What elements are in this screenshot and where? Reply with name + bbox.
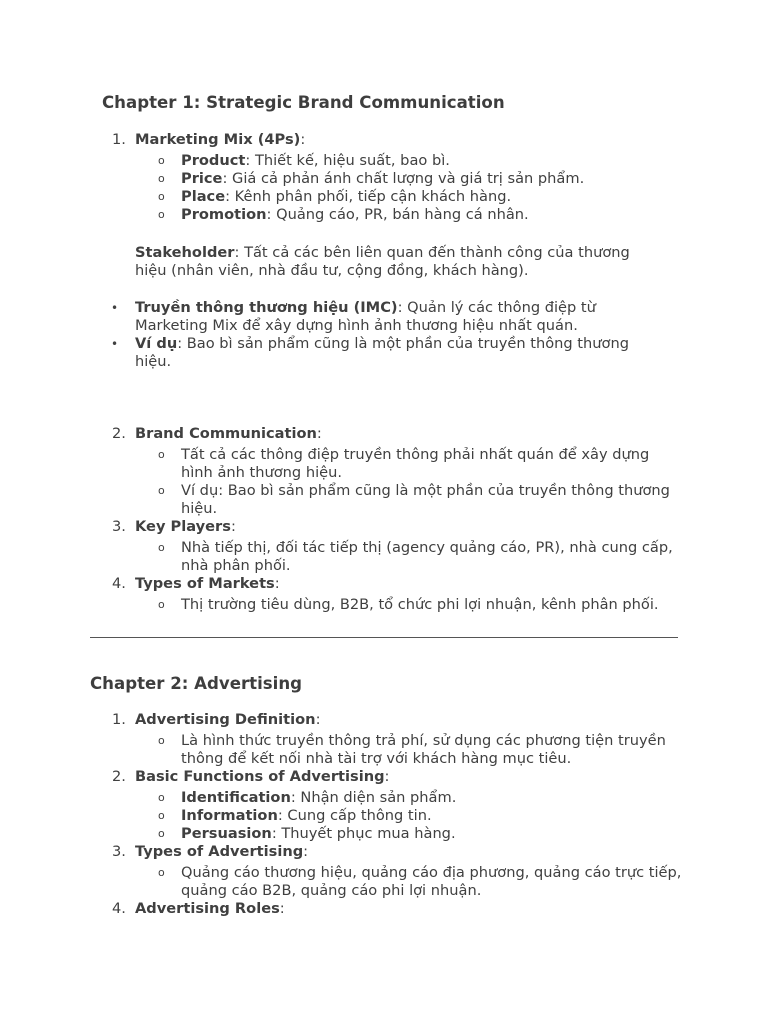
- sub-list: [135, 789, 685, 843]
- circle-bullet-icon: o: [158, 791, 165, 804]
- sub-list: [135, 864, 685, 900]
- item-heading: Basic Functions of Advertising: [135, 768, 385, 785]
- ch2-item-1: 1. Advertising Definition: o Là hình thức truyền thông trả phí, sử dụng các phương tiện truyền thông để kết nối nhà tài trợ với khách hàng mục tiêu.: [135, 711, 685, 768]
- circle-bullet-icon: o: [158, 190, 165, 203]
- circle-bullet-icon: o: [158, 208, 165, 221]
- item-heading: Types of Advertising: [135, 843, 304, 860]
- stakeholder-paragraph: Stakeholder: Tất cả các bên liên quan đến thành công của thương hiệu (nhân viên, nhà đầu tư, cộng đồng, khách hàng).: [135, 244, 630, 279]
- list-number: 1.: [112, 131, 126, 148]
- sub-list: [135, 446, 685, 518]
- list-item: o Tất cả các thông điệp truyền thông phải nhất quán để xây dựng hình ảnh thương hiệu.: [158, 446, 650, 481]
- list-item: • Truyền thông thương hiệu (IMC): Quản lý các thông điệp từ Marketing Mix để xây dựng hình ảnh thương hiệu nhất quán.: [111, 299, 596, 334]
- list-number: 3.: [112, 843, 126, 860]
- bullet-icon: •: [111, 301, 119, 315]
- bullet-icon: •: [111, 337, 119, 351]
- item-heading: Types of Markets: [135, 575, 275, 592]
- list-number: 2.: [112, 425, 126, 442]
- circle-bullet-icon: o: [158, 541, 165, 554]
- sub-list: [135, 732, 685, 768]
- list-item: o Persuasion: Thuyết phục mua hàng.: [158, 825, 456, 842]
- list-number: 4.: [112, 900, 126, 917]
- circle-bullet-icon: o: [158, 827, 165, 840]
- circle-bullet-icon: o: [158, 598, 165, 611]
- list-item: o Ví dụ: Bao bì sản phẩm cũng là một phần của truyền thông thương hiệu.: [158, 482, 670, 517]
- bullet-list: [0, 299, 768, 371]
- ch1-item-4: 4. Types of Markets: o Thị trường tiêu dùng, B2B, tổ chức phi lợi nhuận, kênh phân phối.: [135, 575, 685, 614]
- chapter-1-title: Chapter 1: Strategic Brand Communication: [102, 93, 505, 112]
- item-heading: Advertising Definition: [135, 711, 316, 728]
- item-heading: Advertising Roles: [135, 900, 280, 917]
- circle-bullet-icon: o: [158, 448, 165, 461]
- list-item: o Thị trường tiêu dùng, B2B, tổ chức phi lợi nhuận, kênh phân phối.: [158, 596, 659, 613]
- sub-list: [135, 152, 685, 224]
- list-number: 4.: [112, 575, 126, 592]
- list-item: o Price: Giá cả phản ánh chất lượng và giá trị sản phẩm.: [158, 170, 585, 187]
- list-item: o Product: Thiết kế, hiệu suất, bao bì.: [158, 152, 450, 169]
- circle-bullet-icon: o: [158, 866, 165, 879]
- list-number: 2.: [112, 768, 126, 785]
- ch2-item-2: 2. Basic Functions of Advertising: o Identification: Nhận diện sản phẩm. o Information: Cung cấp thông tin. o Persuasion: Thuyết phục mua hàng.: [135, 768, 685, 843]
- circle-bullet-icon: o: [158, 734, 165, 747]
- ch2-items: [0, 711, 768, 918]
- sub-list: [135, 596, 685, 614]
- circle-bullet-icon: o: [158, 484, 165, 497]
- circle-bullet-icon: o: [158, 172, 165, 185]
- ch2-item-3: 3. Types of Advertising: o Quảng cáo thương hiệu, quảng cáo địa phương, quảng cáo trực tiếp, quảng cáo B2B, quảng cáo phi lợi nhuận.: [135, 843, 685, 900]
- ch2-item-4: 4. Advertising Roles:: [112, 900, 285, 917]
- circle-bullet-icon: o: [158, 809, 165, 822]
- list-item: o Là hình thức truyền thông trả phí, sử dụng các phương tiện truyền thông để kết nối nhà tài trợ với khách hàng mục tiêu.: [158, 732, 666, 767]
- circle-bullet-icon: o: [158, 154, 165, 167]
- list-item: o Information: Cung cấp thông tin.: [158, 807, 432, 824]
- sub-list: [135, 539, 685, 575]
- list-number: 3.: [112, 518, 126, 535]
- list-item: o Promotion: Quảng cáo, PR, bán hàng cá nhân.: [158, 206, 529, 223]
- ch1-item-2: 2. Brand Communication: o Tất cả các thông điệp truyền thông phải nhất quán để xây dựng hình ảnh thương hiệu. o Ví dụ: Bao bì sản phẩm cũng là một phần của truyền thông thương hiệu.: [135, 425, 685, 518]
- list-number: 1.: [112, 711, 126, 728]
- list-item: o Nhà tiếp thị, đối tác tiếp thị (agency quảng cáo, PR), nhà cung cấp, nhà phân phối.: [158, 539, 673, 574]
- ch1-item-1: 1. Marketing Mix (4Ps): o Product: Thiết kế, hiệu suất, bao bì. o Price: Giá cả phản ánh chất lượng và giá trị sản phẩm. o Place: Kênh phân phối, tiếp cận khách hàng. o Promotion: Quảng cáo, PR, bán hàng cá nhân.: [0, 131, 768, 224]
- item-heading: Key Players: [135, 518, 231, 535]
- ch1-items-2-4: [0, 425, 768, 614]
- list-item: o Identification: Nhận diện sản phẩm.: [158, 789, 457, 806]
- chapter-2-title: Chapter 2: Advertising: [90, 674, 303, 693]
- ch1-item-3: 3. Key Players: o Nhà tiếp thị, đối tác tiếp thị (agency quảng cáo, PR), nhà cung cấp, nhà phân phối.: [135, 518, 685, 575]
- item-heading: Brand Communication: [135, 425, 317, 442]
- item-heading: Marketing Mix (4Ps): [135, 131, 301, 148]
- list-item: o Place: Kênh phân phối, tiếp cận khách hàng.: [158, 188, 512, 205]
- list-item: o Quảng cáo thương hiệu, quảng cáo địa phương, quảng cáo trực tiếp, quảng cáo B2B, quảng cáo phi lợi nhuận.: [158, 864, 682, 899]
- list-item: • Ví dụ: Bao bì sản phẩm cũng là một phần của truyền thông thương hiệu.: [111, 335, 629, 370]
- horizontal-divider: [90, 637, 678, 638]
